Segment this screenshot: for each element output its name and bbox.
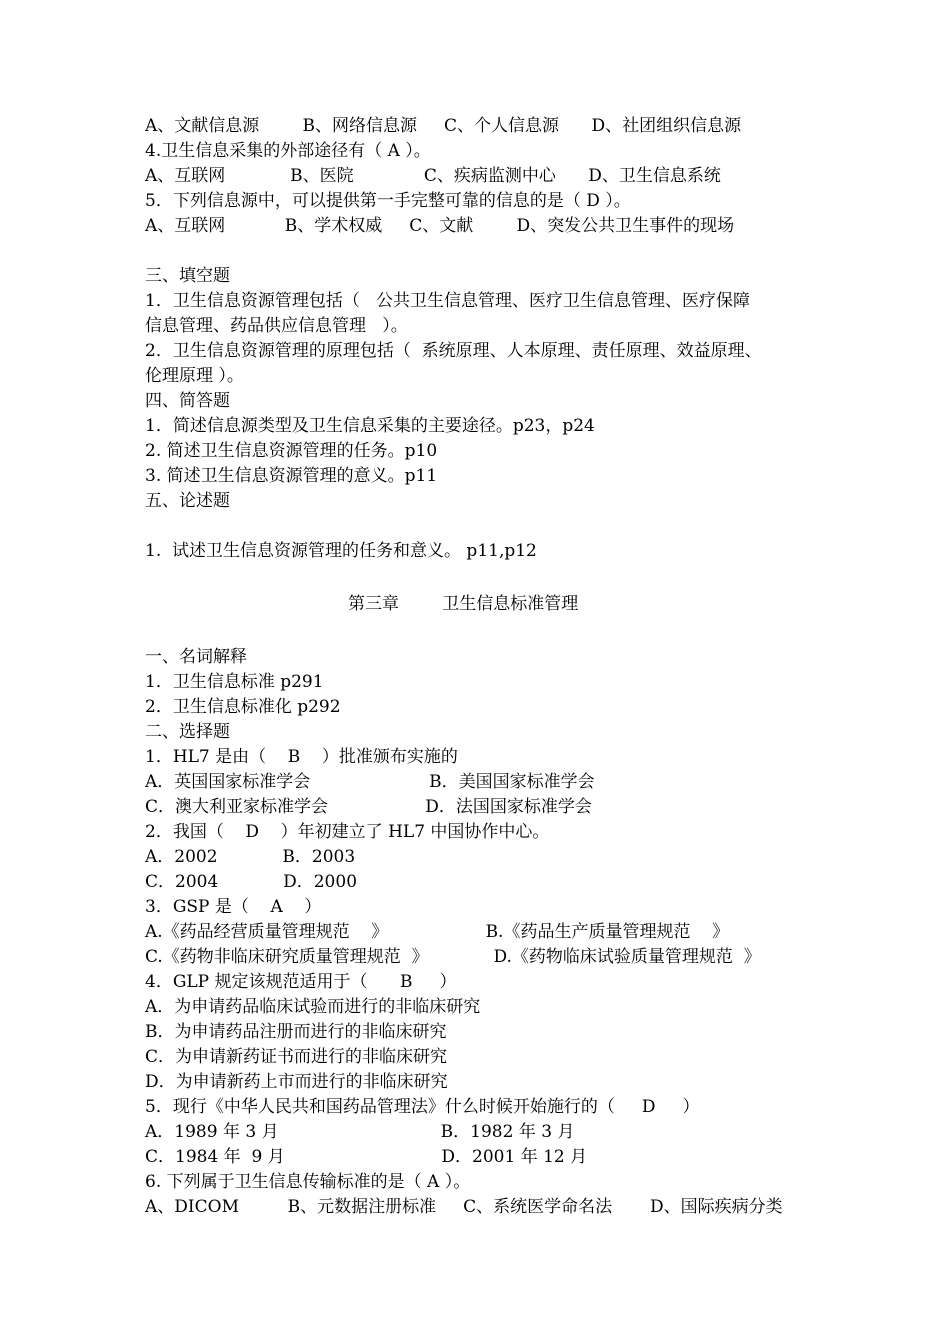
text-line: A、文献信息源 B、网络信息源 C、个人信息源 D、社团组织信息源 bbox=[145, 116, 742, 136]
text-line: 5．现行《中华人民共和国药品管理法》什么时候开始施行的（ D ） bbox=[145, 1097, 700, 1117]
text-line: 3．GSP 是（ A ） bbox=[145, 897, 322, 917]
text-line: 2．我国（ D ）年初建立了 HL7 中国协作中心。 bbox=[145, 822, 550, 842]
text-line: 4.卫生信息采集的外部途径有（ A ）。 bbox=[145, 141, 431, 161]
text-line: 1．卫生信息资源管理包括（ 公共卫生信息管理、医疗卫生信息管理、医疗保障 bbox=[145, 291, 751, 311]
text-line: 伦理原理 ）。 bbox=[145, 366, 244, 386]
text-line: 1．卫生信息标准 p291 bbox=[145, 672, 324, 692]
text-line: 1. 试述卫生信息资源管理的任务和意义。 p11,p12 bbox=[145, 541, 537, 561]
text-line: A．2002 B．2003 bbox=[145, 847, 356, 867]
text-line: 6. 下列属于卫生信息传输标准的是（ A ）。 bbox=[145, 1172, 471, 1192]
text-line: 2．卫生信息标准化 p292 bbox=[145, 697, 341, 717]
text-line: A、互联网 B、医院 C、疾病监测中心 D、卫生信息系统 bbox=[145, 166, 721, 186]
section-heading: 一、名词解释 bbox=[145, 647, 247, 667]
section-heading: 四、简答题 bbox=[145, 391, 230, 411]
section-heading: 二、选择题 bbox=[145, 722, 230, 742]
text-line: B．为申请药品注册而进行的非临床研究 bbox=[145, 1022, 447, 1042]
text-line: A．英国国家标准学会 B．美国国家标准学会 bbox=[145, 772, 595, 792]
text-line: A．为申请药品临床试验而进行的非临床研究 bbox=[145, 997, 481, 1017]
text-line: C.《药物非临床研究质量管理规范 》 D.《药物临床试验质量管理规范 》 bbox=[145, 947, 761, 967]
text-line: 1．HL7 是由（ B ）批准颁布实施的 bbox=[145, 747, 458, 767]
text-line: A．1989 年 3 月 B．1982 年 3 月 bbox=[145, 1122, 575, 1142]
text-line: 2．卫生信息资源管理的原理包括（ 系统原理、人本原理、责任原理、效益原理、 bbox=[145, 341, 762, 361]
text-line: C．2004 D．2000 bbox=[145, 872, 358, 892]
text-line: 3. 简述卫生信息资源管理的意义。p11 bbox=[145, 466, 438, 486]
text-line: 2. 简述卫生信息资源管理的任务。p10 bbox=[145, 441, 438, 461]
text-line: C．1984 年 9 月 D．2001 年 12 月 bbox=[145, 1147, 588, 1167]
text-line: 信息管理、药品供应信息管理 ）。 bbox=[145, 316, 408, 336]
text-line: 5．下列信息源中，可以提供第一手完整可靠的信息的是（ D ）。 bbox=[145, 191, 631, 211]
text-line: 1．简述信息源类型及卫生信息采集的主要途径。p23，p24 bbox=[145, 416, 595, 436]
text-line: 4．GLP 规定该规范适用于（ B ） bbox=[145, 972, 457, 992]
text-line: C．为申请新药证书而进行的非临床研究 bbox=[145, 1047, 448, 1067]
text-line: C．澳大利亚家标准学会 D．法国国家标准学会 bbox=[145, 797, 592, 817]
text-line: D．为申请新药上市而进行的非临床研究 bbox=[145, 1072, 448, 1092]
chapter-title: 第三章 卫生信息标准管理 bbox=[348, 594, 579, 614]
section-heading: 五、论述题 bbox=[145, 491, 230, 511]
section-heading: 三、填空题 bbox=[145, 266, 230, 286]
text-line: A、互联网 B、学术权威 C、文献 D、突发公共卫生事件的现场 bbox=[145, 216, 735, 236]
text-line: A.《药品经营质量管理规范 》 B.《药品生产质量管理规范 》 bbox=[145, 922, 730, 942]
text-line: A、DICOM B、元数据注册标准 C、系统医学命名法 D、国际疾病分类 bbox=[145, 1197, 783, 1217]
